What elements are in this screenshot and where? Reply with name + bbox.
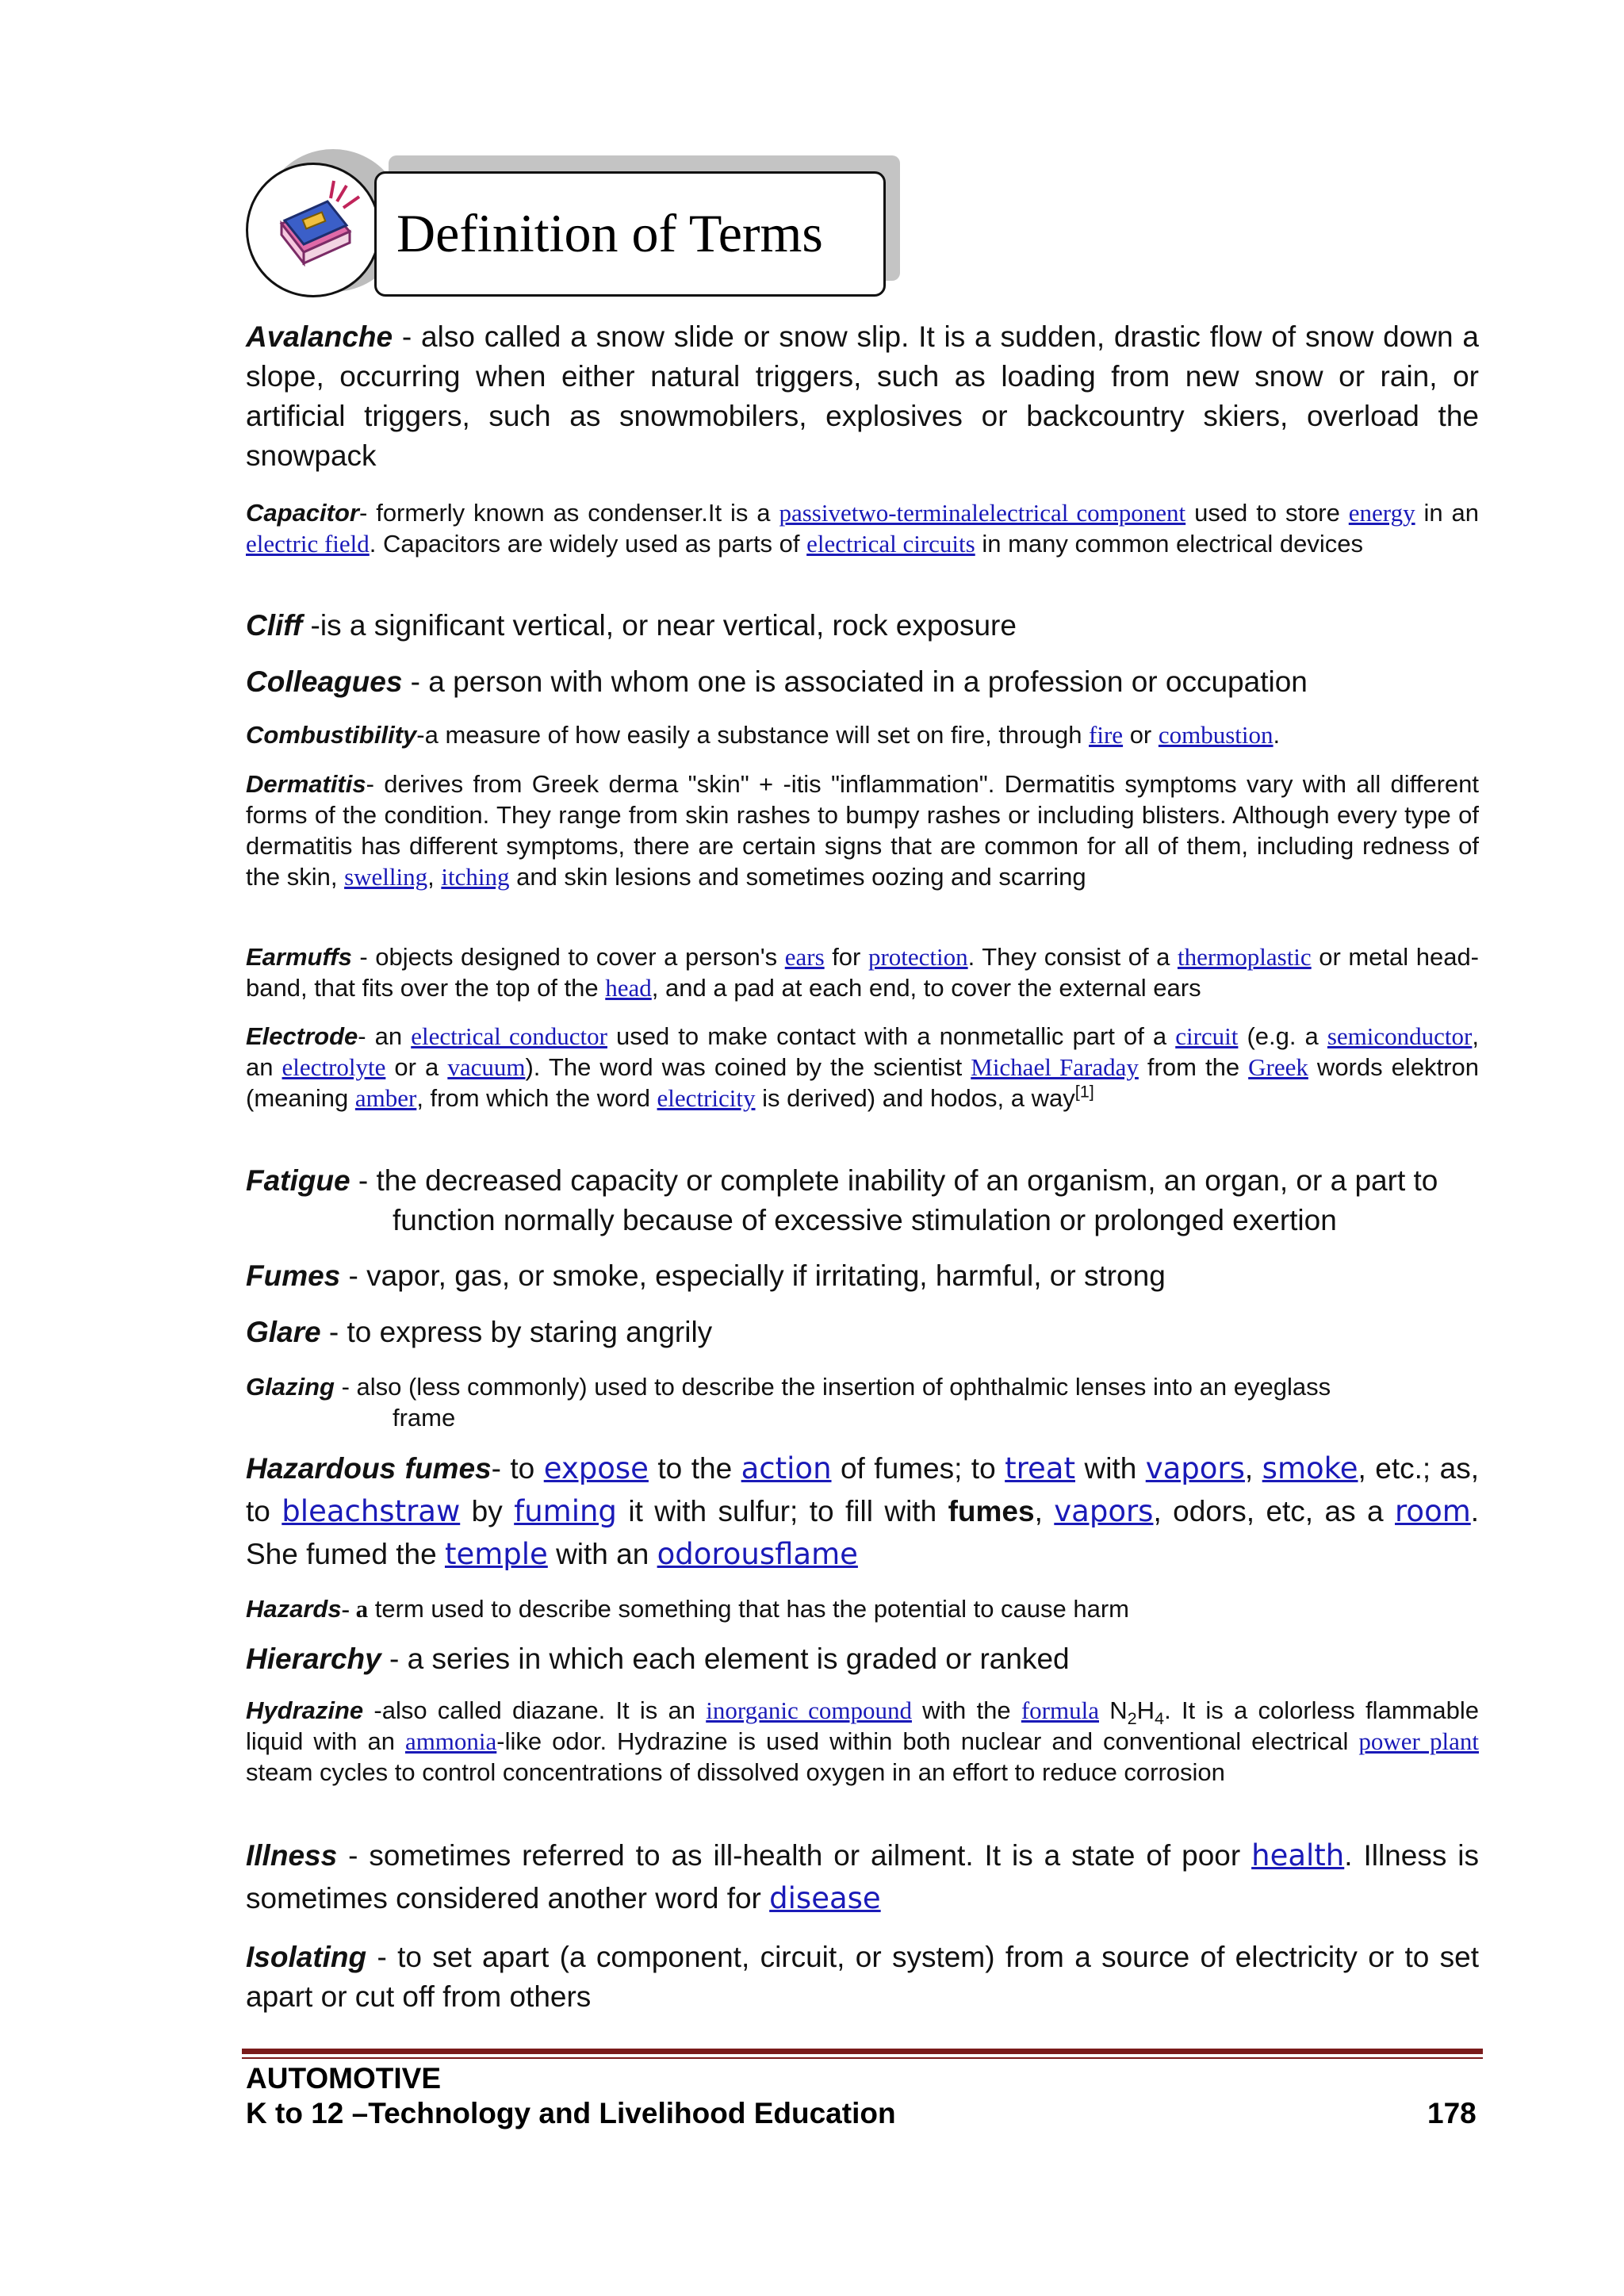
definition: it with sulfur; to fill with <box>616 1495 948 1527</box>
definition: - also (less commonly) used to describe the insertion of ophthalmic lenses into an eyeglass <box>334 1373 1331 1401</box>
definition: . Illness is sometimes considered another word for <box>246 1839 1479 1915</box>
footnote-ref[interactable]: [1] <box>1074 1081 1094 1102</box>
definition: with an <box>547 1538 657 1570</box>
link-inorganic-compound[interactable]: inorganic compound <box>706 1696 912 1724</box>
link-electrical-circuits[interactable]: electrical circuits <box>806 530 975 558</box>
definition: - to express by staring angrily <box>320 1316 713 1348</box>
definition: -is a significant vertical, or near vertical, rock exposure <box>302 609 1017 642</box>
definition: used to make contact with a nonmetallic part of a <box>607 1022 1176 1050</box>
definition: H <box>1136 1696 1155 1724</box>
term: Hydrazine <box>246 1696 364 1724</box>
definition: . Capacitors are widely used as parts of <box>369 530 807 558</box>
definition: -also called diazane. It is an <box>363 1696 707 1724</box>
term: Electrode <box>246 1022 358 1050</box>
book-icon <box>248 165 378 295</box>
definition: for <box>824 943 868 971</box>
link-action[interactable]: action <box>741 1451 832 1485</box>
link-greek[interactable]: Greek <box>1248 1053 1308 1081</box>
definition: - vapor, gas, or smoke, especially if irritating, harmful, or strong <box>340 1259 1166 1292</box>
term: Capacitor <box>246 499 359 527</box>
entry-earmuffs <box>246 941 1479 1003</box>
definition: ). The word was coined by the scientist <box>525 1053 971 1081</box>
definition-continued: frame <box>393 1404 456 1432</box>
link-expose[interactable]: expose <box>543 1451 649 1485</box>
term: Fatigue <box>246 1164 350 1197</box>
entry-hazardous-fumes <box>246 1447 1479 1576</box>
definition: . They consist of a <box>967 943 1178 971</box>
definition: - objects designed to cover a person's <box>351 943 785 971</box>
definition: - sometimes referred to as ill-health or ailment. It is a state of poor <box>337 1839 1252 1872</box>
definition: in many common electrical devices <box>975 530 1364 558</box>
definition: - a series in which each element is graded or ranked <box>381 1642 1070 1675</box>
entry-combustibility <box>246 719 1479 750</box>
link-combustion[interactable]: combustion <box>1158 721 1274 749</box>
icon-badge <box>246 163 381 297</box>
link-treat[interactable]: treat <box>1005 1451 1075 1485</box>
link-circuit[interactable]: circuit <box>1175 1022 1239 1050</box>
bold-word: - a <box>341 1595 369 1623</box>
link-thermoplastic[interactable]: thermoplastic <box>1177 943 1312 971</box>
definition: N <box>1098 1696 1128 1724</box>
footer-rule-thin <box>242 2057 1483 2059</box>
definition: or a <box>385 1053 448 1081</box>
link-temple[interactable]: temple <box>444 1537 548 1571</box>
definition: . She fumed the <box>246 1495 1480 1570</box>
link-fuming[interactable]: fuming <box>514 1494 617 1528</box>
link-room[interactable]: room <box>1395 1494 1471 1528</box>
definition: - a person with whom one is associated in a profession or occupation <box>402 665 1308 698</box>
definition: - formerly known as condenser.It is a <box>358 499 779 527</box>
definition: -like odor. Hydrazine is used within both nuclear and conventional electrical <box>496 1727 1359 1755</box>
definition: is derived) and hodos, a way <box>755 1084 1075 1112</box>
footer-rule <box>242 2049 1483 2054</box>
term: Combustibility <box>246 721 417 749</box>
definition: steam cycles to control concentrations of dissolved oxygen in an effort to reduce corrosion <box>246 1758 1225 1786</box>
entry-illness <box>246 1834 1479 1920</box>
link-ammonia[interactable]: ammonia <box>404 1727 497 1755</box>
link-electricity[interactable]: electricity <box>657 1084 756 1112</box>
link-smoke[interactable]: smoke <box>1262 1451 1358 1485</box>
definition: - the decreased capacity or complete inability of an organism, an organ, or a part to <box>350 1164 1438 1197</box>
link-semiconductor[interactable]: semiconductor <box>1327 1022 1473 1050</box>
link-itching[interactable]: itching <box>441 863 510 891</box>
entry-electrode <box>246 1021 1479 1114</box>
term: Hazardous fumes <box>246 1452 492 1485</box>
entry-glazing <box>246 1371 1479 1433</box>
link-vapors-2[interactable]: vapors <box>1054 1494 1154 1528</box>
definition: , <box>1244 1452 1262 1485</box>
definition: , an <box>246 1022 1479 1081</box>
entry-isolating <box>246 1938 1479 2017</box>
term: Hazards <box>246 1595 342 1623</box>
definition: , etc.; as, to <box>246 1452 1479 1527</box>
definition: by <box>460 1495 515 1527</box>
subscript: 4 <box>1155 1708 1165 1729</box>
definition: with the <box>911 1696 1021 1724</box>
term: Dermatitis <box>246 770 366 798</box>
link-electric-field[interactable]: electric field <box>246 530 370 558</box>
term: Glazing <box>246 1373 335 1401</box>
link-head[interactable]: head <box>605 974 652 1002</box>
term: Earmuffs <box>246 943 352 971</box>
page-number: 178 <box>1427 2097 1477 2129</box>
definition: term used to describe something that has the potential to cause harm <box>368 1595 1130 1623</box>
entry-avalanche <box>246 317 1479 476</box>
definition-continued: function normally because of excessive stimulation or prolonged exertion <box>393 1204 1337 1236</box>
definition: , and a pad at each end, to cover the external ears <box>651 974 1201 1002</box>
link-disease[interactable]: disease <box>769 1881 881 1915</box>
link-michael-faraday[interactable]: Michael Faraday <box>971 1053 1139 1081</box>
definition: of fumes; to <box>831 1452 1005 1485</box>
term: Glare <box>246 1316 321 1348</box>
link-amber[interactable]: amber <box>354 1084 417 1112</box>
definition: . It is a colorless flammable liquid with an <box>246 1696 1479 1755</box>
link-health[interactable]: health <box>1251 1838 1345 1872</box>
definition: - to <box>491 1452 544 1485</box>
definition: - derives from Greek derma "skin" + -itis "inflammation". Dermatitis symptoms vary with all different forms of the condition. They range from skin rashes to bumpy rashes or including blisters. Although every type of dermatitis has different symptoms, there are certain signs that are common for all of them, including redness of the skin, <box>246 770 1479 891</box>
definition: in an <box>1415 499 1479 527</box>
definition: -a measure of how easily a substance will set on fire, through <box>416 721 1090 749</box>
term: Illness <box>246 1839 338 1872</box>
entry-colleagues <box>246 662 1479 702</box>
term: Avalanche <box>246 320 393 353</box>
definition: , odors, etc, as a <box>1153 1495 1396 1527</box>
entry-hazards <box>246 1593 1479 1624</box>
definition: or <box>1123 721 1159 749</box>
definition: and skin lesions and sometimes oozing and scarring <box>509 863 1086 891</box>
definition: . <box>1273 721 1281 749</box>
definition: (e.g. a <box>1238 1022 1327 1050</box>
entry-capacitor <box>246 497 1479 559</box>
link-vacuum[interactable]: vacuum <box>447 1053 526 1081</box>
footer-subject: AUTOMOTIVE <box>246 2062 441 2095</box>
link-ears[interactable]: ears <box>784 943 825 971</box>
definition: words elektron (meaning <box>246 1053 1479 1112</box>
link-passive-component[interactable]: passivetwo-terminalelectrical component <box>779 499 1186 527</box>
definition: used to store <box>1185 499 1349 527</box>
link-electrical-conductor[interactable]: electrical conductor <box>411 1022 607 1050</box>
definition: with <box>1075 1452 1146 1485</box>
page-title: Definition of Terms <box>396 203 823 263</box>
entry-glare <box>246 1313 1479 1352</box>
definition: to the <box>648 1452 741 1485</box>
link-swelling[interactable]: swelling <box>344 863 428 891</box>
definition: or metal head-band, that fits over the top of the <box>246 943 1480 1002</box>
term: Hierarchy <box>246 1642 381 1675</box>
footer-course: K to 12 –Technology and Livelihood Education <box>246 2097 896 2129</box>
link-formula[interactable]: formula <box>1021 1696 1099 1724</box>
term: Fumes <box>246 1259 341 1292</box>
subscript: 2 <box>1127 1708 1137 1729</box>
definition: - to set apart (a component, circuit, or system) from a source of electricity or to set apart or cut off from others <box>246 1941 1479 2013</box>
definition: , <box>427 863 442 891</box>
term: Cliff <box>246 609 303 642</box>
definition: - also called a snow slide or snow slip. It is a sudden, drastic flow of snow down a slope, occurring when either natural triggers, such as loading from new snow or rain, or artificial triggers, such as snowmobilers, explosives or backcountry skiers, overload the snowpack <box>246 320 1479 472</box>
link-power-plant[interactable]: power plant <box>1358 1727 1479 1755</box>
link-protection[interactable]: protection <box>868 943 968 971</box>
link-fire[interactable]: fire <box>1089 721 1124 749</box>
definition: from the <box>1138 1053 1249 1081</box>
link-energy[interactable]: energy <box>1348 499 1415 527</box>
link-vapors[interactable]: vapors <box>1145 1451 1245 1485</box>
definition: , <box>1034 1495 1055 1527</box>
entry-fatigue <box>246 1161 1479 1240</box>
definition: - an <box>358 1022 412 1050</box>
term: Colleagues <box>246 665 403 698</box>
term: Isolating <box>246 1941 367 1973</box>
bold-word: fumes <box>948 1495 1035 1527</box>
entry-dermatitis <box>246 769 1479 892</box>
entry-hydrazine <box>246 1695 1479 1788</box>
link-odorousflame[interactable]: odorousflame <box>657 1537 858 1571</box>
entry-fumes <box>246 1256 1479 1296</box>
entry-hierarchy <box>246 1639 1479 1679</box>
link-bleachstraw[interactable]: bleachstraw <box>282 1494 461 1528</box>
definition: , from which the word <box>416 1084 657 1112</box>
entry-cliff <box>246 606 1479 646</box>
link-electrolyte[interactable]: electrolyte <box>282 1053 386 1081</box>
